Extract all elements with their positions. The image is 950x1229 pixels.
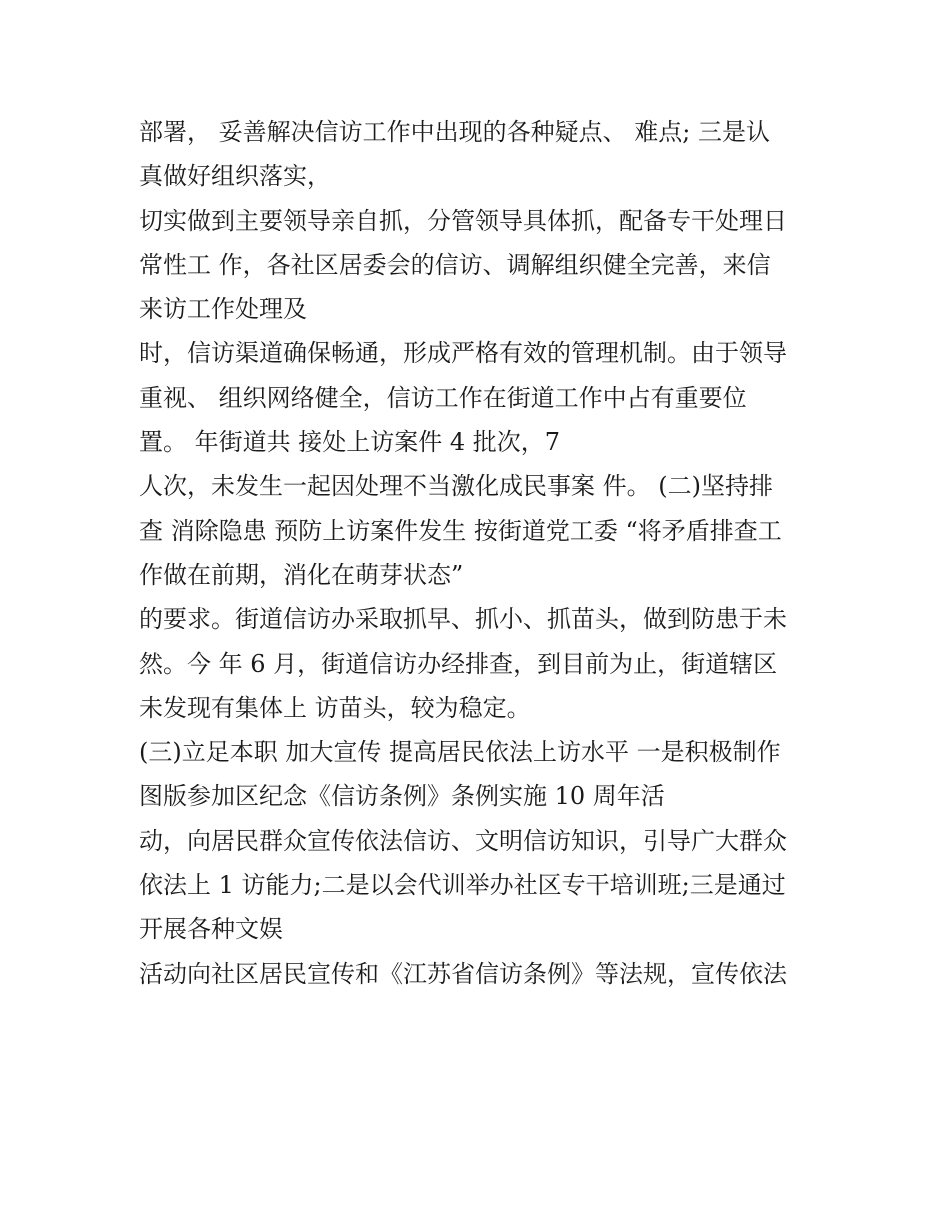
text-line: 置。 年街道共 接处上访案件 4 批次，7 (139, 428, 561, 457)
text-line: 查 消除隐患 预防上访案件发生 按街道党工委 “将矛盾排查工 (139, 516, 782, 545)
text-line: 未发现有集体上 访苗头，较为稳定。 (139, 693, 531, 722)
text-line: 的要求。街道信访办采取抓早、抓小、抓苗头，做到防患于未 (139, 605, 787, 634)
text-line: 真做好组织落实， (139, 162, 331, 191)
text-line: 开展各种文娱 (139, 915, 283, 944)
body-text (139, 110, 829, 996)
text-line: 依法上 1 访能力;二是以会代训举办社区专干培训班;三是通过 (139, 871, 786, 900)
text-line: 活动向社区居民宣传和《江苏省信访条例》等法规，宣传依法 (139, 959, 787, 988)
text-line: 图版参加区纪念《信访条例》条例实施 10 周年活 (139, 782, 665, 811)
text-line: 常性工 作，各社区居委会的信访、调解组织健全完善，来信 (139, 250, 771, 279)
text-line: 来访工作处理及 (139, 295, 307, 324)
text-line: 时，信访渠道确保畅通，形成严格有效的管理机制。由于领导 (139, 339, 787, 368)
text-line: 切实做到主要领导亲自抓，分管领导具体抓，配备专干处理日 (139, 206, 787, 235)
text-line: 动，向居民群众宣传依法信访、文明信访知识，引导广大群众 (139, 826, 787, 855)
text-line: 部署， 妥善解决信访工作中出现的各种疑点、 难点; 三是认 (139, 118, 770, 146)
text-line: 作做在前期，消化在萌芽状态” (139, 560, 464, 589)
text-line: 重视、 组织网络健全，信访工作在街道工作中占有重要位 (139, 383, 747, 412)
text-line: 然。今 年 6 月，街道信访办经排查，到目前为止，街道辖区 (139, 649, 778, 678)
text-line: (三)立足本职 加大宣传 提高居民依法上访水平 一是积极制作 (139, 738, 781, 767)
text-line: 人次，未发生一起因处理不当激化成民事案 件。 (二)坚持排 (139, 472, 773, 501)
